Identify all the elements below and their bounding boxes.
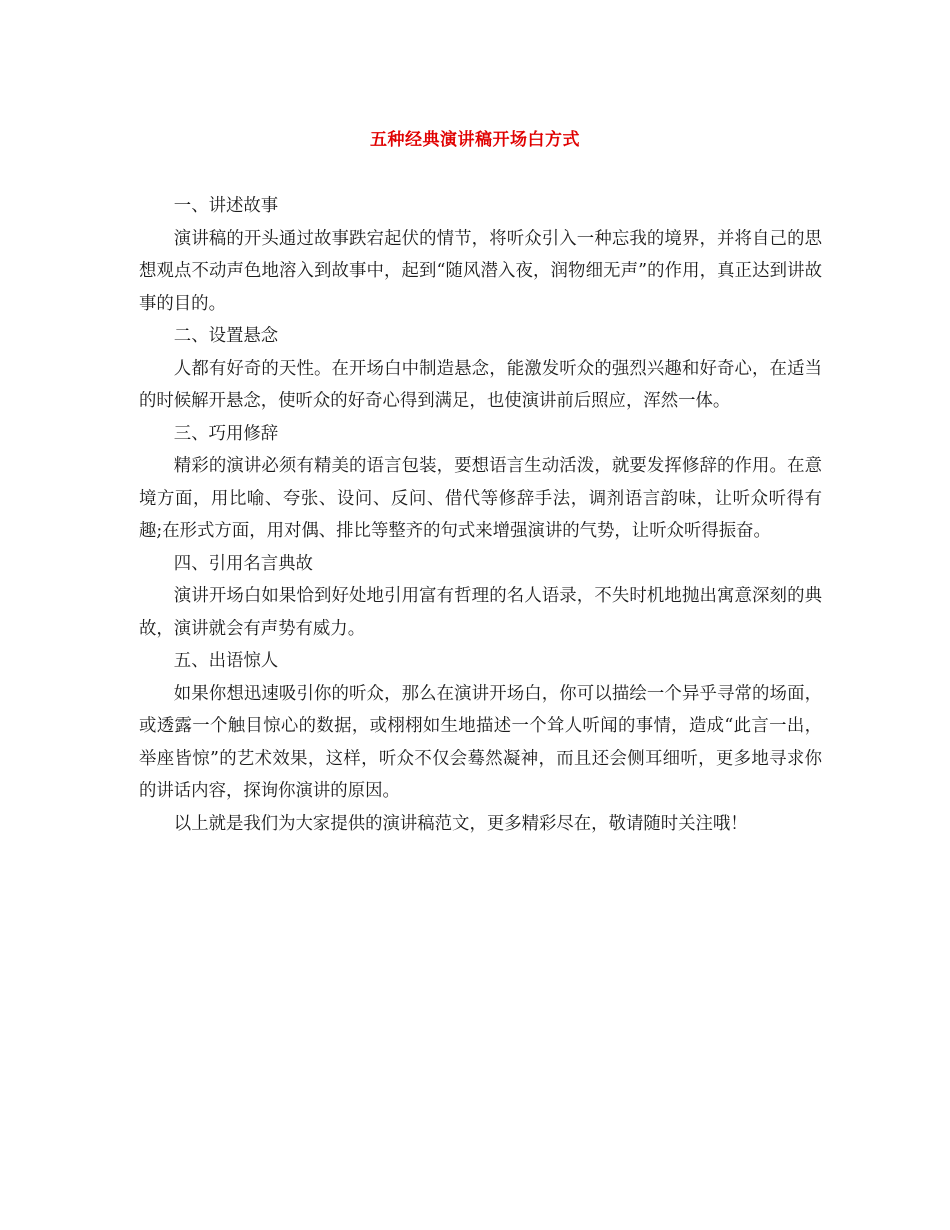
section-paragraph: 如果你想迅速吸引你的听众，那么在演讲开场白，你可以描绘一个异乎寻常的场面，或透露一个触目惊心的数据，或栩栩如生地描述一个耸人听闻的事情，造成“此言一出，举座皆惊”的艺术效果，这样，听众不仅会蓦然凝神，而且还会侧耳细听，更多地寻求你的讲话内容，探询你演讲的原因。 xyxy=(139,683,822,801)
section-paragraph: 演讲开场白如果恰到好处地引用富有哲理的名人语录，不失时机地抛出寓意深刻的典故，演讲就会有声势有威力。 xyxy=(139,586,822,639)
page-title: 五种经典演讲稿开场白方式 xyxy=(370,130,580,150)
section-paragraph: 精彩的演讲必须有精美的语言包装，要想语言生动活泼，就要发挥修辞的作用。在意境方面，用比喻、夸张、设问、反问、借代等修辞手法，调剂语言韵味，让听众听得有趣;在形式方面，用对偶、排比等整齐的句式来增强演讲的气势，让听众听得振奋。 xyxy=(139,456,822,541)
section-paragraph: 人都有好奇的天性。在开场白中制造悬念，能激发听众的强烈兴趣和好奇心，在适当的时候解开悬念，使听众的好奇心得到满足，也使演讲前后照应，浑然一体。 xyxy=(139,358,822,411)
closing-paragraph: 以上就是我们为大家提供的演讲稿范文，更多精彩尽在，敬请随时关注哦！ xyxy=(173,813,748,834)
section-heading: 五、出语惊人 xyxy=(173,651,279,671)
section-heading: 四、引用名言典故 xyxy=(173,553,313,574)
section-heading: 三、巧用修辞 xyxy=(173,423,279,444)
section-heading: 一、讲述故事 xyxy=(173,196,279,216)
section-heading: 二、设置悬念 xyxy=(173,326,279,346)
document-body xyxy=(139,190,822,840)
section-paragraph: 演讲稿的开头通过故事跌宕起伏的情节，将听众引入一种忘我的境界，并将自己的思想观点不动声色地溶入到故事中，起到“随风潜入夜，润物细无声”的作用，真正达到讲故事的目的。 xyxy=(139,228,822,314)
